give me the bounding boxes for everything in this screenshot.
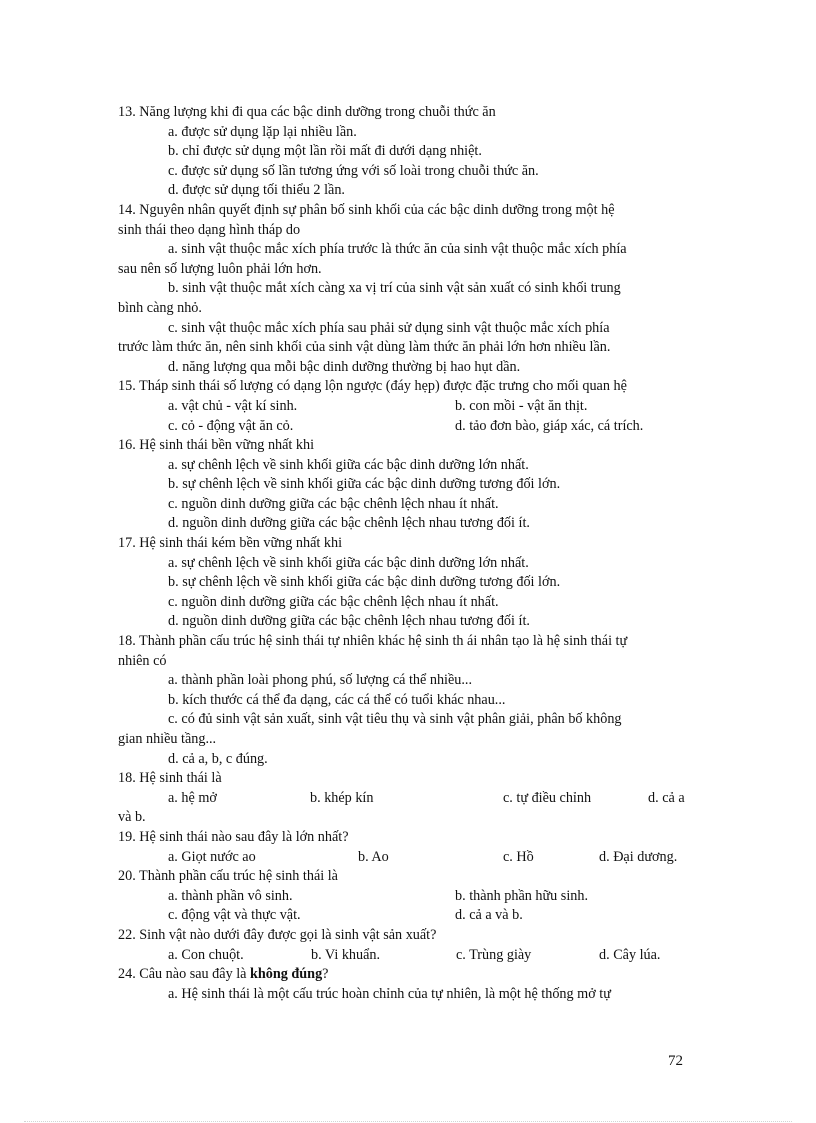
page-bottom-divider	[24, 1121, 792, 1122]
question-17-option-c: c. nguồn dinh dưỡng giữa các bậc chênh lệch nhau ít nhất.	[168, 593, 499, 610]
question-18b-option-c: c. tự điều chỉnh	[503, 789, 592, 806]
question-18b-option-b: b. khép kín	[310, 789, 374, 806]
question-20-option-a: a. thành phần vô sinh.	[168, 887, 293, 904]
question-18b-option-a: a. hệ mở	[168, 789, 217, 806]
question-18a-option-c-cont: gian nhiều tầng...	[118, 731, 217, 747]
question-18a-stem: 18. Thành phần cấu trúc hệ sinh thái tự nhiên khác hệ sinh th ái nhân tạo là hệ sinh thái tự	[118, 633, 628, 650]
question-19-stem: 19. Hệ sinh thái nào sau đây là lớn nhất?	[118, 828, 349, 845]
question-14-option-c: c. sinh vật thuộc mắc xích phía sau phải sử dụng sinh vật thuộc mắc xích phía	[168, 319, 610, 336]
question-15-options-row-2	[118, 417, 700, 437]
question-17-option-a: a. sự chênh lệch về sinh khối giữa các bậc dinh dưỡng lớn nhất.	[168, 554, 529, 571]
question-18a-option-b: b. kích thước cá thể đa dạng, các cá thể có tuổi khác nhau...	[168, 691, 506, 708]
question-24-option-a: a. Hệ sinh thái là một cấu trúc hoàn chỉnh của tự nhiên, là một hệ thống mở tự	[168, 985, 611, 1002]
question-24-stem-prefix: 24. Câu nào sau đây là	[118, 966, 250, 983]
question-22-option-c: c. Trùng giày	[456, 946, 532, 963]
question-13-option-a: a. được sử dụng lặp lại nhiều lần.	[168, 123, 357, 140]
question-22-option-a: a. Con chuột.	[168, 946, 244, 963]
question-13-option-c: c. được sử dụng số lần tương ứng với số loài trong chuỗi thức ăn.	[168, 162, 539, 179]
question-20-option-b: b. thành phần hữu sinh.	[455, 887, 589, 904]
question-22-options-row	[118, 946, 700, 966]
question-14-option-d: d. năng lượng qua mỗi bậc dinh dưỡng thường bị hao hụt dần.	[168, 358, 521, 375]
question-15-stem: 15. Tháp sinh thái số lượng có dạng lộn ngược (đáy hẹp) được đặc trưng cho mối quan hệ	[118, 378, 627, 395]
question-19-option-b: b. Ao	[358, 848, 389, 865]
question-14-option-a-cont: sau nên số lượng luôn phải lớn hơn.	[118, 260, 322, 277]
question-13-stem: 13. Năng lượng khi đi qua các bậc dinh dưỡng trong chuỗi thức ăn	[118, 104, 496, 120]
page-number: 72	[668, 1053, 683, 1069]
question-24-stem-suffix: ?	[322, 966, 329, 983]
question-14-option-b-cont: bình càng nhỏ.	[118, 299, 202, 316]
question-16-option-a: a. sự chênh lệch về sinh khối giữa các bậc dinh dưỡng lớn nhất.	[168, 456, 529, 473]
question-22-option-d: d. Cây lúa.	[599, 946, 661, 963]
question-16-stem: 16. Hệ sinh thái bền vững nhất khi	[118, 437, 315, 454]
question-17-option-d: d. nguồn dinh dưỡng giữa các bậc chênh lệch nhau tương đối ít.	[168, 613, 530, 630]
question-22-option-b: b. Vi khuẩn.	[311, 946, 381, 963]
question-24-stem-emphasis: không đúng	[250, 966, 323, 983]
question-19-option-c: c. Hồ	[503, 848, 534, 865]
question-18b-option-d-cont: và b.	[118, 809, 146, 826]
question-15-option-b: b. con mồi - vật ăn thịt.	[455, 397, 588, 414]
question-17-option-b: b. sự chênh lệch về sinh khối giữa các bậc dinh dưỡng tương đối lớn.	[168, 574, 561, 591]
question-20-stem: 20. Thành phần cấu trúc hệ sinh thái là	[118, 868, 338, 885]
question-15-option-a: a. vật chủ - vật kí sinh.	[168, 397, 298, 414]
question-18a-option-d: d. cả a, b, c đúng.	[168, 750, 268, 767]
question-14-stem-cont: sinh thái theo dạng hình tháp do	[118, 221, 301, 238]
question-18a-stem-cont: nhiên có	[118, 652, 167, 669]
question-19-option-a: a. Giọt nước ao	[168, 848, 256, 865]
question-16-option-b: b. sự chênh lệch về sinh khối giữa các bậc dinh dưỡng tương đối lớn.	[168, 476, 561, 493]
question-17-stem: 17. Hệ sinh thái kém bền vững nhất khi	[118, 535, 343, 552]
question-18a-option-c: c. có đủ sinh vật sản xuất, sinh vật tiêu thụ và sinh vật phân giải, phân bố không	[168, 711, 622, 728]
question-15-option-c: c. cỏ - động vật ăn cỏ.	[168, 417, 294, 434]
question-15-option-d: d. tảo đơn bào, giáp xác, cá trích.	[455, 417, 644, 434]
question-18b-options-row	[118, 789, 700, 809]
question-14-option-a: a. sinh vật thuộc mắc xích phía trước là thức ăn của sinh vật thuộc mắc xích phía	[168, 241, 627, 258]
question-24-stem	[118, 965, 700, 985]
question-14-stem: 14. Nguyên nhân quyết định sự phân bố sinh khối của các bậc dinh dưỡng trong một hệ	[118, 201, 615, 218]
question-18b-stem: 18. Hệ sinh thái là	[118, 770, 222, 787]
question-20-options-row-2	[118, 906, 700, 926]
question-13-option-b: b. chỉ được sử dụng một lần rồi mất đi dưới dạng nhiệt.	[168, 143, 482, 160]
question-14-option-b: b. sinh vật thuộc mắt xích càng xa vị trí của sinh vật sản xuất có sinh khối trung	[168, 280, 621, 297]
question-16-option-d: d. nguồn dinh dưỡng giữa các bậc chênh lệch nhau tương đối ít.	[168, 515, 530, 532]
question-14-option-c-cont: trước làm thức ăn, nên sinh khối của sinh vật dùng làm thức ăn phải lớn hơn nhiều lần.	[118, 339, 611, 356]
question-18a-option-a: a. thành phần loài phong phú, số lượng cá thể nhiều...	[168, 672, 473, 689]
question-13-option-d: d. được sử dụng tối thiểu 2 lần.	[168, 182, 345, 199]
question-list	[118, 103, 700, 1004]
question-19-option-d: d. Đại dương.	[599, 848, 678, 865]
question-18b-option-d: d. cả a	[648, 789, 685, 806]
question-20-option-c: c. động vật và thực vật.	[168, 907, 301, 924]
question-20-options-row-1	[118, 887, 700, 907]
question-16-option-c: c. nguồn dinh dưỡng giữa các bậc chênh lệch nhau ít nhất.	[168, 495, 499, 512]
question-20-option-d: d. cả a và b.	[455, 907, 523, 924]
question-15-options-row-1	[118, 397, 700, 417]
question-19-options-row	[118, 848, 700, 868]
question-22-stem: 22. Sinh vật nào dưới đây được gọi là sinh vật sản xuất?	[118, 926, 437, 943]
